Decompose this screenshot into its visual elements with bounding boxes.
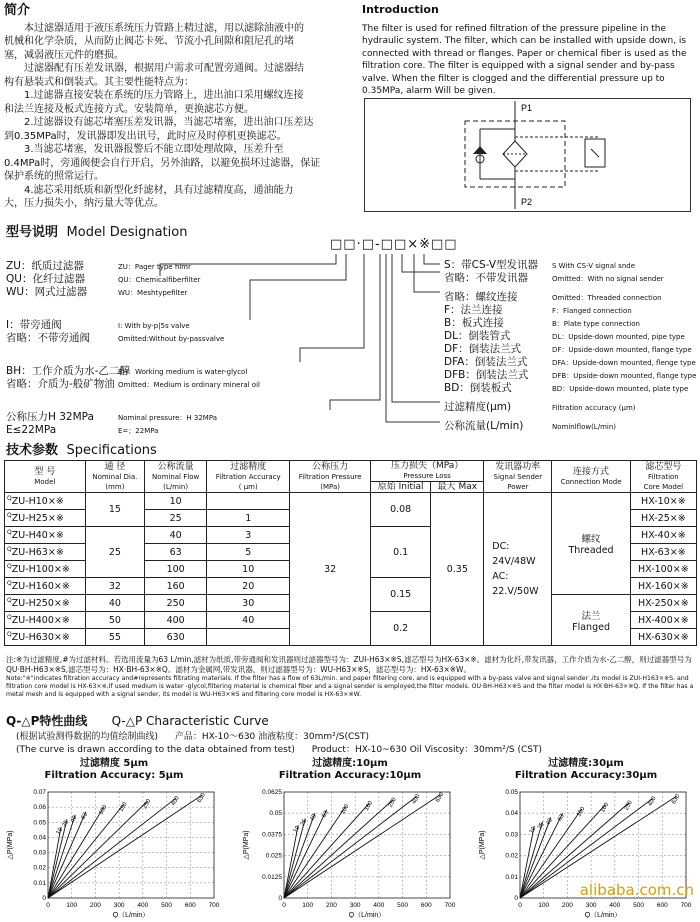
- cell-flow: 40: [145, 527, 207, 544]
- model-title-cn: 型号说明: [6, 225, 59, 240]
- intro-line: 机械和化学杂质，从而防止阀芯卡死、节流小孔间隙和阻尼孔的堵: [4, 36, 294, 47]
- model-option: [444, 259, 698, 272]
- spec-title-cn: 技术参数: [6, 443, 59, 458]
- cell-conn-thread: [552, 493, 630, 595]
- cell-model: [5, 510, 86, 527]
- model-option-en: Omitted:Without by-passvalve: [118, 335, 225, 343]
- model-option-cn: QU：化纤过滤器: [6, 273, 85, 285]
- chart-title: 过滤精度 5μm: [79, 758, 149, 769]
- chart-1: [4, 758, 224, 918]
- model-name: ZU-H250×※: [11, 598, 70, 610]
- col-flow: 公称流量 Nominal Flow (L/min): [145, 461, 207, 493]
- intro-line: 塞，减弱液压元件的磨损。: [4, 49, 124, 61]
- cell-model: [5, 561, 86, 578]
- chart-subtitle: Filtration Accuracy:10μm: [278, 770, 422, 781]
- model-name: ZU-H10×※: [11, 496, 64, 508]
- intro-english: [362, 4, 696, 98]
- model-option-en: DFB：Upside-down mounted, flange type: [552, 372, 697, 380]
- cell-dia: 50: [85, 612, 144, 629]
- cell-accuracy: 20: [207, 578, 290, 595]
- x-tick-label: 700: [208, 902, 220, 909]
- chart-title: 过滤精度:30μm: [548, 758, 624, 769]
- y-tick-label: 0.05: [269, 810, 282, 818]
- cell-loss-initial: 0.15: [370, 578, 430, 612]
- intro-line: 2.过滤器设有滤芯堵塞压差发讯器，当滤芯堵塞，进出油口压差达: [24, 117, 314, 128]
- x-tick-label: 600: [656, 902, 668, 909]
- intro-line: 构有悬装式和倒装式。其主要性能特点为：: [4, 76, 194, 88]
- model-left-groups: [6, 260, 336, 437]
- model-option-cn: 公称压力H 32MPa: [6, 411, 94, 423]
- curve-title-cn: Q-△P特性曲线: [6, 714, 88, 728]
- note-en: Note:"※"indicates filtration accuracy and#represents filtrating materials. If the filter has a flow of 63L/min. and paper filtering core, and is equipped with a by-pass valve and signal sender ,its model is ZUI-H163×※S. and filtration core model is HX-63×※,If used medium is water -glycol,filtering material is chemical fiber and a signal sender is employed,the filter models. OU·BH-H63×※S and the filter model is HX·BH-63×※Q. If the filter has a metal mesh and is equipped with a signal sender, its model is WU-H63×※S and filtering core model is HX-63×※W.: [6, 675, 694, 698]
- model-option-cn: F：法兰连接: [444, 304, 503, 316]
- x-tick-label: 200: [89, 902, 101, 909]
- col-pressure: 公称压力 Filtration Pressure (MPa): [290, 461, 371, 493]
- series-label: 160: [599, 802, 611, 814]
- cell-core: HX-400×※: [630, 612, 696, 629]
- model-option: [6, 411, 336, 424]
- model-prefix: Q: [7, 528, 12, 536]
- model-option-en: ZU：Pager type filmr: [118, 263, 191, 271]
- y-tick-label: 0.04: [505, 810, 518, 818]
- cell-accuracy: 30: [207, 595, 290, 612]
- series-label: 63: [80, 811, 90, 821]
- model-prefix: Q: [7, 613, 12, 621]
- x-tick-label: 300: [585, 902, 597, 909]
- model-group: [444, 401, 698, 414]
- cell-core: HX-10×※: [630, 493, 696, 510]
- series-label: 100: [98, 804, 109, 817]
- hydraulic-symbol: [365, 99, 690, 211]
- cell-conn-flange: [552, 595, 630, 646]
- intro-body: [4, 22, 354, 211]
- model-option-en: E=；22MPa: [118, 427, 159, 435]
- y-tick-label: 0.0125: [262, 873, 282, 881]
- cell-model: [5, 578, 86, 595]
- intro-line: 4.滤芯采用纸质和新型化纤滤材，具有过滤精度高，通油能力: [24, 184, 294, 196]
- model-option-en: WU：Meshtypefilter: [118, 289, 188, 297]
- chart-title: 过滤精度:10μm: [312, 758, 388, 769]
- cell-flow: 400: [145, 612, 207, 629]
- series-label: 63: [557, 813, 566, 823]
- intro-title: 简介: [4, 3, 31, 18]
- series-label: 400: [170, 795, 181, 808]
- model-option-cn: DFB：倒装法兰式: [444, 369, 529, 381]
- series-line-400: [284, 796, 417, 898]
- model-option-en: DFA：Upside-down mounted, flenge type: [552, 359, 696, 367]
- cell-model: [5, 612, 86, 629]
- cell-model: [5, 544, 86, 561]
- y-tick-label: 0.03: [33, 849, 46, 857]
- model-option-en: Omitted：With no signal sender: [552, 275, 664, 283]
- model-group: [6, 260, 336, 299]
- cell-flow: 100: [145, 561, 207, 578]
- conn-flange-en: Flanged: [572, 621, 610, 633]
- spec-title-en: Specifications: [66, 443, 157, 458]
- model-option-en: DF：Upside-down mounted, flange type: [552, 346, 692, 354]
- model-option: [6, 273, 336, 286]
- model-option: [444, 382, 698, 395]
- series-label: 250: [387, 796, 398, 809]
- y-tick-label: 0.02: [33, 864, 46, 872]
- model-group: [6, 365, 336, 391]
- series-label: 400: [411, 793, 422, 806]
- series-line-630: [284, 795, 441, 898]
- model-option-cn: B：板式连接: [444, 317, 504, 329]
- model-prefix: Q: [7, 494, 12, 502]
- cell-model: [5, 595, 86, 612]
- power-line: DC:: [492, 541, 510, 552]
- series-label: 10: [55, 827, 65, 836]
- model-option-cn: 省略：介质为-般矿物油: [6, 378, 115, 390]
- x-axis-label: Q（L/min）: [348, 912, 386, 918]
- intro-line: 到0.35MPa时，发讯器即发出讯号，此时应及时停机更换滤芯。: [4, 130, 287, 142]
- series-label: 10: [528, 826, 538, 835]
- port-p1-label: P1: [521, 103, 533, 113]
- model-name: ZU-H25×※: [11, 513, 64, 525]
- conn-thread-en: Threaded: [568, 545, 614, 556]
- model-title-en: Model Designation: [66, 225, 188, 240]
- model-option-en: Omitted：Threaded connection: [552, 294, 662, 302]
- model-name: ZU-H630×※: [11, 632, 70, 644]
- series-label: 400: [647, 795, 658, 808]
- model-prefix: Q: [7, 562, 12, 570]
- check-valve-symbol: [473, 146, 487, 154]
- model-name: ZU-H400×※: [11, 615, 70, 627]
- model-option: [444, 330, 698, 343]
- series-label: 25: [61, 819, 71, 829]
- x-tick-label: 400: [609, 902, 621, 909]
- chart-plot: [240, 782, 460, 918]
- cell-dia: 55: [85, 629, 144, 646]
- y-tick-label: 0: [514, 895, 518, 902]
- model-option: [6, 332, 336, 345]
- model-code-pattern: □□·□-□□×※□□: [330, 237, 458, 252]
- model-prefix: Q: [7, 545, 12, 553]
- intro-line: 3.当滤芯堵塞，发讯器报警后不能立即处理故障，压差升至: [24, 144, 284, 155]
- power-line: AC:: [492, 571, 509, 582]
- model-option: [6, 365, 336, 378]
- x-tick-label: 500: [397, 902, 409, 909]
- cell-flow: 250: [145, 595, 207, 612]
- col-model: 型 号 Model: [5, 461, 86, 493]
- y-tick-label: 0.03: [505, 831, 518, 839]
- model-name: ZU-H100×※: [11, 564, 70, 576]
- model-name: ZU-H63×※: [11, 547, 64, 559]
- col-loss-max: 最大 Max: [431, 482, 484, 493]
- x-tick-label: 0: [46, 902, 50, 909]
- model-option: [444, 304, 698, 317]
- col-power: 发讯器功率 Signal Sender Power: [484, 461, 552, 493]
- x-tick-label: 600: [420, 902, 432, 909]
- x-tick-label: 700: [444, 902, 456, 909]
- cell-loss-max: 0.35: [431, 493, 484, 646]
- model-group: [6, 411, 336, 437]
- model-option: [444, 420, 698, 433]
- cell-loss-initial: 0.1: [370, 527, 430, 578]
- hydraulic-symbol-box: [364, 98, 691, 212]
- series-label: 160: [363, 800, 375, 813]
- intro-line: 0.4MPa时，旁通阀便会自行开启，另外油路，以避免损坏过滤器，保证: [4, 157, 321, 169]
- y-tick-label: 0.0375: [262, 831, 282, 839]
- model-option-en: Nominal pressure：H 32MPa: [118, 414, 218, 422]
- y-axis-label: △P(MPa): [7, 830, 14, 860]
- spec-notes: [6, 655, 696, 699]
- model-prefix: Q: [7, 579, 12, 587]
- series-label: 25: [537, 821, 546, 831]
- cell-dia: 32: [85, 578, 144, 595]
- model-option-cn: 过滤精度(μm): [444, 401, 512, 413]
- model-option-cn: S：带CS-V型发讯器: [444, 259, 539, 271]
- series-label: 630: [435, 791, 446, 804]
- series-label: 250: [623, 799, 634, 812]
- model-prefix: Q: [7, 511, 12, 519]
- cell-model: [5, 527, 86, 544]
- curve-title: [6, 712, 269, 729]
- cell-core: HX-63×※: [630, 544, 696, 561]
- model-option-cn: BH：工作介质为水-乙二醇: [6, 365, 130, 377]
- col-dia: 通 径 Nominal Dia. (mm): [85, 461, 144, 493]
- series-line-250: [284, 800, 393, 898]
- model-option-cn: DL：倒装管式: [444, 330, 511, 342]
- y-tick-label: 0.06: [33, 804, 46, 812]
- x-tick-label: 100: [302, 902, 314, 909]
- cell-dia: 15: [85, 493, 144, 527]
- x-tick-label: 400: [137, 902, 149, 909]
- table-row: [5, 493, 697, 510]
- model-option-en: QU：Chemicalfiberfilter: [118, 276, 201, 284]
- model-option-cn: BD：倒装板式: [444, 382, 512, 394]
- cell-accuracy: 3: [207, 527, 290, 544]
- series-label: 40: [69, 814, 79, 824]
- chart-plot: [4, 782, 224, 918]
- model-option-cn: I：带旁通阀: [6, 319, 62, 331]
- model-option-cn: 省略：不带旁通阀: [6, 332, 90, 344]
- model-option-cn: ZU：纸质过滤器: [6, 260, 84, 272]
- series-label: 250: [142, 798, 153, 811]
- model-name: ZU-H160×※: [11, 581, 70, 593]
- y-tick-label: 0.01: [33, 879, 46, 887]
- series-line-40: [48, 815, 75, 898]
- cell-power: [484, 493, 552, 646]
- cell-pressure: 32: [290, 493, 371, 646]
- model-option-en: Nominlflow(L/min): [552, 423, 617, 431]
- curve-title-en: Q-△P Characteristic Curve: [111, 714, 269, 728]
- series-label: 25: [299, 818, 309, 828]
- cell-model: [5, 629, 86, 646]
- x-tick-label: 300: [349, 902, 361, 909]
- model-option-cn: DF：倒装法兰式: [444, 343, 522, 355]
- intro-line: 和法兰连接及板式连接方式。安装简单，更换滤芯方便。: [4, 103, 254, 115]
- series-label: 100: [340, 803, 351, 816]
- y-tick-label: 0.02: [505, 852, 518, 860]
- model-option: [444, 272, 698, 285]
- power-line: 22.V/50W: [492, 586, 539, 597]
- model-option-cn: 省略：螺纹连接: [444, 291, 518, 303]
- y-axis-label: △P(MPa): [479, 830, 486, 860]
- model-option: [444, 343, 698, 356]
- cell-flow: 63: [145, 544, 207, 561]
- port-p2-label: P2: [521, 197, 533, 207]
- y-axis-label: △P(MPa): [243, 830, 250, 860]
- cell-core: HX-160×※: [630, 578, 696, 595]
- model-option-cn: WU：网式过滤器: [6, 286, 88, 298]
- model-option: [444, 291, 698, 304]
- series-label: 40: [309, 813, 318, 823]
- model-option: [6, 424, 336, 437]
- model-option-en: I: With by-p|5s valve: [118, 322, 190, 330]
- intro-line: 本过滤器适用于液压系统压力管路上精过滤，用以滤除油液中的: [24, 22, 304, 34]
- x-tick-label: 400: [373, 902, 385, 909]
- chart-subtitle: Filtration Accuracy:30μm: [514, 770, 658, 781]
- model-option: [6, 319, 336, 332]
- note-cn: 注:※为过滤精度,#为过滤材料。若选用流量为63 L/min,滤材为纸质,带旁通阀和发讯器则过滤器型号为：ZUI-H63×※S,滤芯型号为HX-63×※。滤材为化纤,带发讯器，工作介质为水-乙二醇，则过滤器型号为QU·BH-H63×※S,滤芯型号为：HX·BH-63×※Q。滤材为金属网,带发讯器，则过滤器型号为：WU-H63×※S，滤芯型号为：HX-63×※W。: [6, 655, 692, 674]
- model-option: [6, 260, 336, 273]
- x-tick-label: 700: [680, 902, 692, 909]
- series-label: 100: [576, 806, 587, 818]
- chart-subtitle: Filtration Accuracy: 5μm: [44, 770, 184, 781]
- series-line-250: [48, 801, 148, 898]
- model-option-cn: 公称流量(L/min): [444, 420, 524, 432]
- series-label: 160: [118, 801, 129, 814]
- model-option-en: B：Plate type connection: [552, 320, 640, 328]
- x-axis-label: Q（L/min）: [584, 912, 622, 918]
- model-option-en: S With CS-V signal snde: [552, 262, 636, 270]
- model-option: [444, 356, 698, 369]
- x-tick-label: 300: [113, 902, 125, 909]
- cell-flow: 25: [145, 510, 207, 527]
- intro-chinese: [4, 4, 354, 211]
- cell-accuracy: 1: [207, 510, 290, 527]
- model-option: [6, 378, 336, 391]
- col-loss-initial: 原始 Initial: [370, 482, 430, 493]
- model-option-en: BD：Upside-down mounted, plate type: [552, 385, 689, 393]
- model-option-cn: DFA：倒装法兰式: [444, 356, 528, 368]
- col-accuracy: 过滤精度 Filtration Accuracy ( μm): [207, 461, 290, 493]
- series-label: 630: [671, 793, 682, 806]
- cell-flow: 10: [145, 493, 207, 510]
- model-option-cn: 省略：不带发讯器: [444, 272, 528, 284]
- cell-core: HX-40×※: [630, 527, 696, 544]
- y-tick-label: 0: [278, 895, 282, 902]
- model-prefix: Q: [7, 596, 12, 604]
- y-tick-label: 0.05: [505, 789, 518, 796]
- cell-core: HX-630×※: [630, 629, 696, 646]
- col-pressure-loss: 压力损失（MPa） Pressure Loss: [370, 461, 483, 482]
- cell-accuracy: 5: [207, 544, 290, 561]
- y-tick-label: 0.04: [33, 834, 46, 842]
- model-prefix: Q: [7, 630, 12, 638]
- plot-frame: [48, 792, 214, 898]
- series-label: 10: [292, 825, 302, 835]
- model-name: ZU-H40×※: [11, 530, 64, 542]
- model-option-en: F：Flanged connection: [552, 307, 632, 315]
- series-label: 63: [321, 810, 330, 819]
- model-group: [444, 259, 698, 285]
- y-tick-label: 0: [42, 895, 46, 902]
- cell-accuracy: 40: [207, 612, 290, 629]
- model-option-cn: E≤22MPa: [6, 424, 57, 436]
- x-tick-label: 500: [633, 902, 645, 909]
- chart-2: [240, 758, 460, 918]
- intro-en-title: Introduction: [362, 3, 439, 16]
- conn-flange-cn: 法兰: [581, 610, 601, 622]
- cell-model: [5, 493, 86, 510]
- conn-thread-cn: 螺纹: [581, 534, 601, 545]
- series-label: 40: [545, 817, 554, 827]
- col-connection: 连接方式 Connection Mode: [552, 461, 630, 493]
- model-option: [6, 286, 336, 299]
- cell-flow: 160: [145, 578, 207, 595]
- intro-line: 过滤器配有压差发讯器，根据用户需求可配置旁通阀。过滤器结: [24, 63, 304, 74]
- spec-table: [4, 460, 697, 646]
- model-group: [444, 420, 698, 433]
- y-tick-label: 0.05: [33, 819, 46, 827]
- intro-line: 保护系统的照常运行。: [4, 171, 104, 182]
- cell-core: HX-25×※: [630, 510, 696, 527]
- x-tick-label: 0: [518, 902, 522, 909]
- y-tick-label: 0.0625: [262, 789, 282, 796]
- x-tick-label: 500: [161, 902, 173, 909]
- cell-accuracy: 10: [207, 561, 290, 578]
- col-core: 滤芯型号 Filtration Core Model: [630, 461, 696, 493]
- model-group: [6, 319, 336, 345]
- x-tick-label: 100: [538, 902, 550, 909]
- x-axis-label: Q（L/min）: [112, 912, 150, 918]
- model-option-en: Filtration accuracy (μm): [552, 404, 636, 412]
- x-tick-label: 200: [561, 902, 573, 909]
- cell-accuracy-empty: [207, 493, 290, 510]
- spec-title: [6, 439, 157, 458]
- cell-dia: 25: [85, 527, 144, 578]
- y-tick-label: 0.07: [33, 789, 46, 796]
- y-tick-label: 0.01: [505, 873, 518, 881]
- model-group: [444, 291, 698, 395]
- watermark-text: alibaba.com.cn: [579, 881, 694, 899]
- model-option: [444, 401, 698, 414]
- intro-line: 大，压力损失小，纳污量大等优点。: [4, 198, 164, 209]
- y-tick-label: 0.025: [265, 852, 282, 860]
- cell-dia: 40: [85, 595, 144, 612]
- x-tick-label: 200: [325, 902, 337, 909]
- x-tick-label: 100: [66, 902, 78, 909]
- intro-en-text: The filter is used for refined filtration of the pressure pipeline in the hydraulic system. The filter, which can be installed with upside down, is connected with thread or flanges. Paper or chemical fiber is used as the filtration core. The filter is equipped with a signal sender and by-pass valve. When the filter is clogged and the differential pressure up to 0.35MPa, alarm Will be given.: [362, 23, 687, 96]
- curve-subtitle-cn: (根据试验测得数据的均值绘制曲线) 产品：HX-10～630 油液粘度：30mm²/S(CST): [16, 732, 369, 742]
- power-line: 24V/48W: [492, 556, 536, 567]
- curve-subtitle-en: (The curve is drawn according to the data obtained from test) Product：HX-10~630 Oil Viscosity：30mm²/S (CST): [16, 745, 543, 755]
- cell-core: HX-250×※: [630, 595, 696, 612]
- cell-loss-initial: 0.2: [370, 612, 430, 646]
- model-option-en: BH：Working medium is water-glycol: [118, 368, 248, 376]
- intro-line: 1.过滤器直接安装在系统的压力管路上，进出油口采用螺纹连接: [24, 90, 304, 101]
- cell-core: HX-100×※: [630, 561, 696, 578]
- model-title: [6, 221, 187, 240]
- model-right-groups: [444, 259, 698, 433]
- model-option-en: Omitted：Medium is ordinary mineral oil: [118, 381, 260, 389]
- model-option: [444, 317, 698, 330]
- series-label: 630: [196, 792, 207, 805]
- cell-flow: 630: [145, 629, 207, 646]
- cell-loss-initial: 0.08: [370, 493, 430, 527]
- x-tick-label: 0: [282, 902, 286, 909]
- cell-accuracy-empty: [207, 629, 290, 646]
- model-option: [444, 369, 698, 382]
- model-option-en: DL：Upside-down mounted, pipe type: [552, 333, 685, 341]
- x-tick-label: 600: [184, 902, 196, 909]
